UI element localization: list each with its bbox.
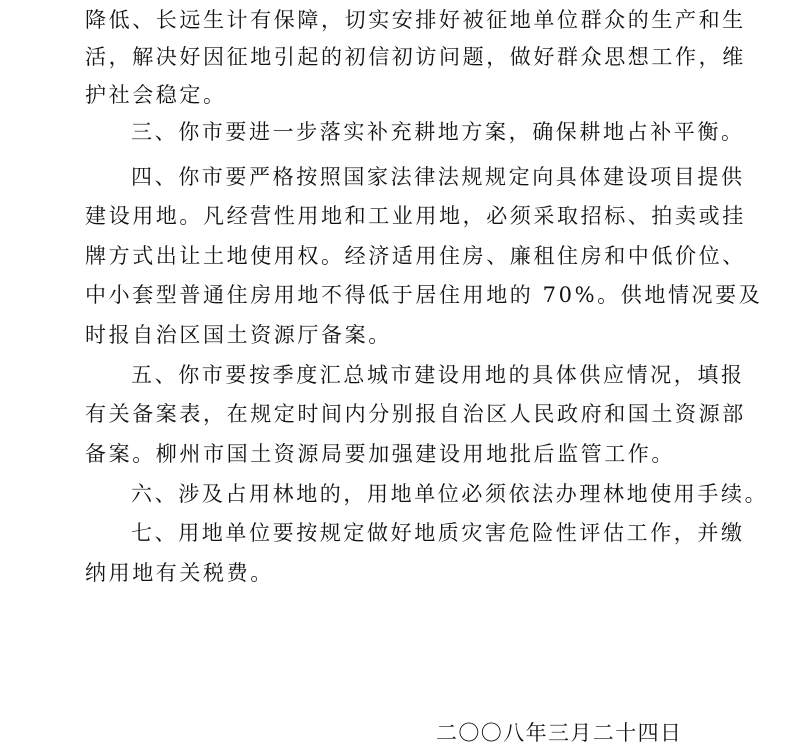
- paragraph-7-line-2: 纳用地有关税费。: [85, 561, 274, 585]
- document-date: 二〇〇八年三月二十四日: [436, 721, 683, 745]
- paragraph-5-line-1: 五、你市要按季度汇总城市建设用地的具体供应情况，填报: [131, 363, 745, 387]
- paragraph-6-line-1: 六、涉及占用林地的，用地单位必须依法办理林地使用手续。: [131, 482, 769, 506]
- paragraph-4-line-1: 四、你市要严格按照国家法律法规规定向具体建设项目提供: [131, 165, 745, 189]
- paragraph-4-line-5: 时报自治区国土资源厅备案。: [85, 323, 392, 347]
- text-line-1: 降低、长远生计有保障，切实安排好被征地单位群众的生产和生: [85, 8, 746, 32]
- paragraph-4-line-4: 中小套型普通住房用地不得低于居住用地的 70%。供地情况要及: [85, 283, 763, 307]
- text-line-3: 护社会稳定。: [85, 83, 227, 107]
- text-line-2: 活，解决好因征地引起的初信初访问题，做好群众思想工作，维: [85, 45, 746, 69]
- paragraph-7-line-1: 七、用地单位要按规定做好地质灾害危险性评估工作，并缴: [131, 521, 745, 545]
- paragraph-4-line-2: 建设用地。凡经营性用地和工业用地，必须采取招标、拍卖或挂: [85, 204, 746, 228]
- paragraph-5-line-3: 备案。柳州市国土资源局要加强建设用地批后监管工作。: [85, 442, 675, 466]
- paragraph-3-line-1: 三、你市要进一步落实补充耕地方案，确保耕地占补平衡。: [131, 120, 745, 144]
- paragraph-4-line-3: 牌方式出让土地使用权。经济适用住房、廉租住房和中低价位、: [85, 244, 746, 268]
- paragraph-5-line-2: 有关备案表，在规定时间内分别报自治区人民政府和国土资源部: [85, 402, 746, 426]
